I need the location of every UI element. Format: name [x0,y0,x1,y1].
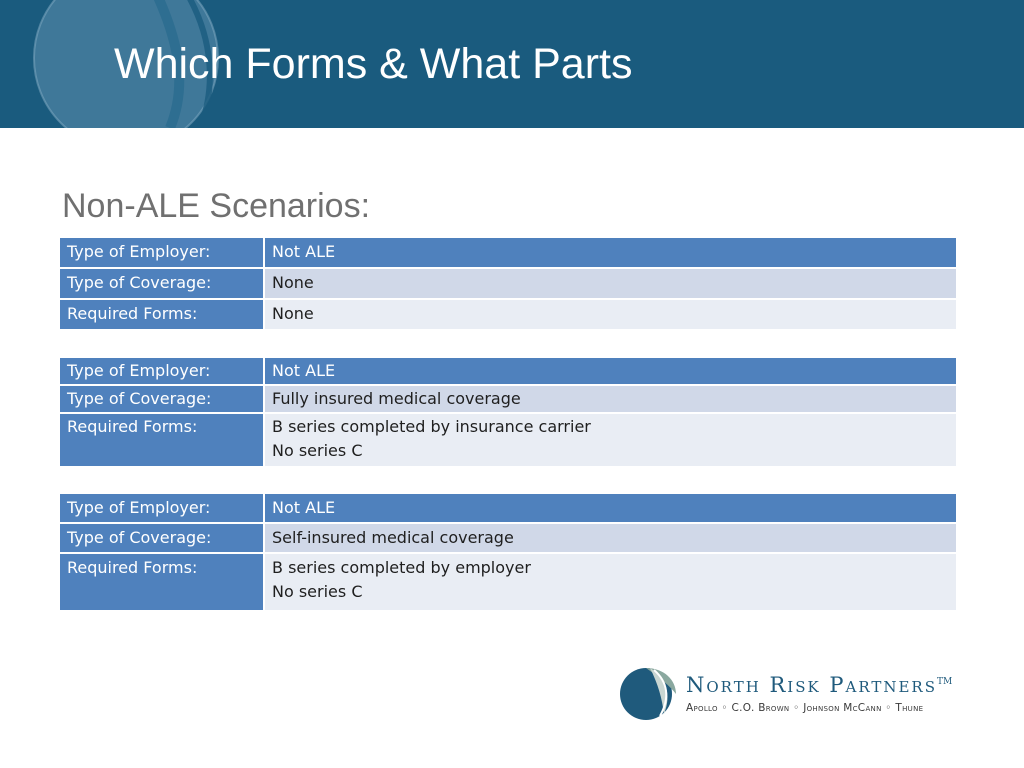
forms-line: No series C [272,582,363,601]
table-row [60,269,956,300]
employer-label: Type of Employer: [60,358,265,386]
forms-value [265,414,956,468]
logo-company-name: North Risk Partners™ [686,673,953,697]
forms-line: B series completed by insurance carrier [272,417,591,436]
table-row [60,300,956,331]
scenario-table [60,494,956,612]
logo-mark-icon [620,664,676,722]
employer-value: Not ALE [265,238,956,269]
employer-value: Not ALE [265,358,956,386]
forms-value [265,554,956,612]
coverage-label: Type of Coverage: [60,386,265,414]
employer-value: Not ALE [265,494,956,524]
forms-label: Required Forms: [60,414,265,468]
employer-label: Type of Employer: [60,494,265,524]
forms-value [265,300,956,331]
forms-label: Required Forms: [60,300,265,331]
coverage-label: Type of Coverage: [60,524,265,554]
trademark-mark: TM [937,677,953,687]
section-subtitle: Non-ALE Scenarios: [62,187,371,225]
company-logo [620,664,990,724]
table-row [60,358,956,386]
coverage-label: Type of Coverage: [60,269,265,300]
coverage-value: Fully insured medical coverage [265,386,956,414]
forms-line: None [272,304,314,323]
page-title: Which Forms & What Parts [114,40,633,88]
table-row [60,238,956,269]
forms-line: No series C [272,441,363,460]
table-row [60,494,956,524]
scenario-table [60,238,956,331]
scenario-table [60,358,956,468]
forms-label: Required Forms: [60,554,265,612]
table-row [60,554,956,612]
forms-line: B series completed by employer [272,558,531,577]
logo-subline: Apollo ◦ C.O. Brown ◦ Johnson McCann ◦ Thune [686,702,924,714]
slide-header [0,0,1024,128]
coverage-value: Self-insured medical coverage [265,524,956,554]
table-row [60,386,956,414]
table-row [60,414,956,468]
coverage-value: None [265,269,956,300]
employer-label: Type of Employer: [60,238,265,269]
table-row [60,524,956,554]
